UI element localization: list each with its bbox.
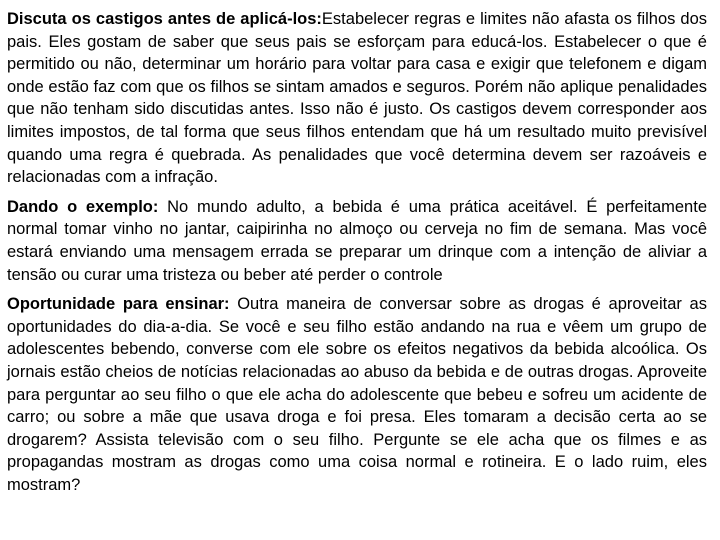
paragraph-body-exemplo: No mundo adulto, a bebida é uma prática aceitável. É perfeitamente normal tomar vinho no jantar, caipirinha no almoço ou cerveja no fim de semana. Mas você estará enviando uma mensagem errada se preparar um drinque com a intenção de aliviar a tensão ou curar uma tristeza ou beber até perder o controle bbox=[7, 197, 707, 284]
paragraph-heading-castigos: Discuta os castigos antes de aplicá-los: bbox=[7, 10, 322, 28]
document-page bbox=[7, 8, 707, 496]
paragraph-oportunidade bbox=[7, 293, 707, 496]
paragraph-heading-exemplo: Dando o exemplo: bbox=[7, 197, 159, 216]
paragraph-body-oportunidade: Outra maneira de conversar sobre as drogas é aproveitar as oportunidades do dia-a-dia. Se você e seu filho estão andando na rua e vêem um grupo de adolescentes bebendo, converse com ele sobre os efeitos negativos da bebida alcoólica. Os jornais estão cheios de notícias relacionadas ao abuso da bebida e de outras drogas. Aproveite para perguntar ao seu filho o que ele acha do adolescente que bebeu e sofreu um acidente de carro; ou sobre a mãe que usava droga e foi presa. Eles tomaram a decisão certa ao se drogarem? Assista televisão com o seu filho. Pergunte se ele acha que os filmes e as propagandas mostram as drogas como uma coisa normal e rotineira. E o lado ruim, eles mostram? bbox=[7, 295, 707, 494]
paragraph-body-castigos: Estabelecer regras e limites não afasta os filhos dos pais. Eles gostam de saber que seus pais se esforçam para educá-los. Estabelecer o que é permitido ou não, determinar um horário para voltar para casa e exigir que telefonem e digam onde estão faz com que os filhos se sintam amados e seguros. Porém não aplique penalidades que não tenham sido discutidas antes. Isso não é justo. Os castigos devem corresponder aos limites impostos, de tal forma que seus filhos entendam que há um resultado muito previsível quando uma regra é quebrada. As penalidades que você determina devem ser razoáveis e relacionadas com a infração. bbox=[7, 10, 708, 187]
paragraph-castigos bbox=[7, 8, 707, 189]
paragraph-exemplo bbox=[7, 196, 707, 286]
paragraph-heading-oportunidade: Oportunidade para ensinar: bbox=[7, 295, 230, 314]
